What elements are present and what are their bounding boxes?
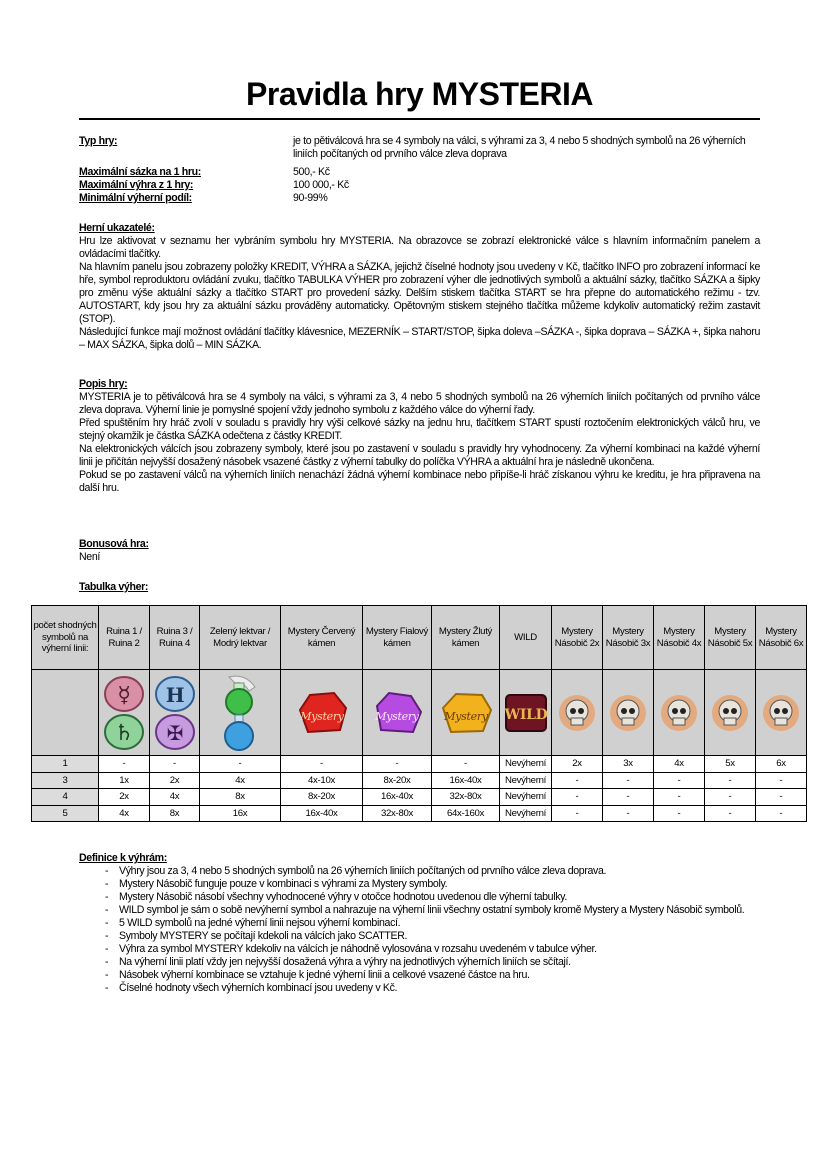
title-divider — [79, 118, 760, 120]
table-cell: Nevýherní — [500, 756, 552, 773]
table-cell: 16x-40x — [363, 789, 432, 806]
skull-multiplier-icon — [557, 693, 597, 733]
symbol-cell — [500, 670, 552, 756]
section-heading: Herní ukazatelé: — [79, 222, 155, 234]
table-cell: 8x-20x — [281, 789, 363, 806]
symbol-cell — [603, 670, 654, 756]
symbol-cell — [150, 670, 200, 756]
paragraph: Hru lze aktivovat v seznamu her vybráním symbolu hry MYSTERIA. Na obrazovce se zobrazí elektronické válce s hlavním informačním panelem a ovládacími tlačítky. — [79, 235, 760, 260]
table-header-row — [32, 606, 807, 670]
skull-multiplier-icon — [710, 693, 750, 733]
symbol-image-row — [32, 670, 807, 756]
table-row — [32, 756, 807, 773]
section-heading: Bonusová hra: — [79, 538, 149, 550]
list-item: - Mystery Násobič funguje pouze v kombinaci s výhrami za Mystery symboly. — [79, 878, 779, 891]
header-cell: Mystery Násobič 5x — [705, 606, 756, 670]
header-cell: Zelený lektvar / Modrý lektvar — [200, 606, 281, 670]
section-heading: Definice k výhrám: — [79, 852, 167, 864]
list-item: - Symboly MYSTERY se počítají kdekoli na válcích jako SCATTER. — [79, 930, 779, 943]
skull-multiplier-icon — [608, 693, 648, 733]
header-cell: Mystery Násobič 3x — [603, 606, 654, 670]
list-item: - Mystery Násobič násobí všechny vyhodnocené výhry v otočce hodnotou uvedenou dle výherní tabulky. — [79, 891, 779, 904]
table-heading — [79, 581, 760, 594]
mystery-stone-label: Mystery — [443, 709, 488, 723]
table-cell: 8x — [200, 789, 281, 806]
header-cell: Ruina 1 / Ruina 2 — [99, 606, 150, 670]
table-cell: - — [654, 805, 705, 822]
table-cell: - — [705, 805, 756, 822]
indicators-section — [79, 222, 760, 352]
table-cell: - — [552, 805, 603, 822]
table-cell: 1x — [99, 772, 150, 789]
list-item: - 5 WILD symbolů na jedné výherní linii nejsou výherní kombinací. — [79, 917, 779, 930]
info-value: 90-99% — [293, 192, 328, 204]
mystery-stone-label: Mystery — [375, 709, 419, 723]
header-cell: počet shodných symbolů na výherní linii: — [32, 606, 99, 670]
info-label: Typ hry: — [79, 135, 118, 147]
table-row — [32, 805, 807, 822]
paragraph: Pokud se po zastavení válců na výherních liniích nenachází žádná výherní kombinace nebo připíše-li hráč získanou výhru ke kreditu, je hra připravena na další hru. — [79, 469, 760, 494]
list-item: - Na výherní linii platí vždy jen nejvyšší dosažená výhra a výhry na jednotlivých výherních liniích se sčítají. — [79, 956, 779, 969]
header-cell: Mystery Násobič 2x — [552, 606, 603, 670]
table-cell: 16x-40x — [281, 805, 363, 822]
table-cell: 4x — [654, 756, 705, 773]
table-cell: 5 — [32, 805, 99, 822]
table-cell: 1 — [32, 756, 99, 773]
table-cell: - — [363, 756, 432, 773]
table-cell: 4x-10x — [281, 772, 363, 789]
list-item: - Násobek výherní kombinace se vztahuje k jedné výherní linii a celkové vsazené částce na hru. — [79, 969, 779, 982]
info-row-max-win — [79, 179, 760, 192]
svg-text:✠: ✠ — [166, 720, 183, 745]
info-value: 500,- Kč — [293, 166, 330, 178]
table-cell: 4 — [32, 789, 99, 806]
mystery-stone-label: Mystery — [299, 709, 344, 723]
symbol-cell — [99, 670, 150, 756]
svg-text:♄: ♄ — [114, 720, 134, 746]
table-cell: - — [705, 772, 756, 789]
table-cell: Nevýherní — [500, 789, 552, 806]
paragraph: MYSTERIA je to pětiválcová hra se 4 symboly na válci, s výhrami za 3, 4 nebo 5 shodných symbolů na 26 výherních liniích počítaných od prvního válce zleva doprava. Výherní linie je pomyslné spojení vždy jednoho symbolu z každého válce do výherní řady. — [79, 391, 760, 416]
page-title: Pravidla hry MYSTERIA — [246, 76, 593, 112]
table-cell: 2x — [552, 756, 603, 773]
table-cell: - — [200, 756, 281, 773]
skull-multiplier-icon — [761, 693, 801, 733]
game-info — [79, 135, 760, 205]
bonus-section — [79, 538, 760, 564]
table-cell: 5x — [705, 756, 756, 773]
table-cell: - — [756, 789, 807, 806]
table-cell: 2x — [150, 772, 200, 789]
list-item: - Výhra za symbol MYSTERY kdekoliv na válcích je náhodně vylosována v rozsahu uvedeném v tabulce výher. — [79, 943, 779, 956]
wild-label: WILD — [503, 706, 548, 723]
symbol-cell — [705, 670, 756, 756]
info-value: 100 000,- Kč — [293, 179, 349, 191]
table-cell: - — [603, 772, 654, 789]
empty-cell — [32, 670, 99, 756]
table-cell: 3 — [32, 772, 99, 789]
symbol-cell — [654, 670, 705, 756]
table-cell: 6x — [756, 756, 807, 773]
info-label: Maximální sázka na 1 hru: — [79, 166, 201, 178]
list-item: - Číselné hodnoty všech výherních kombinací jsou uvedeny v Kč. — [79, 982, 779, 995]
header-cell: WILD — [500, 606, 552, 670]
header-cell: Mystery Žlutý kámen — [432, 606, 500, 670]
table-cell: 4x — [150, 789, 200, 806]
symbol-cell — [281, 670, 363, 756]
header-cell: Mystery Násobič 4x — [654, 606, 705, 670]
table-cell: 16x-40x — [432, 772, 500, 789]
table-cell: 64x-160x — [432, 805, 500, 822]
table-cell: 4x — [200, 772, 281, 789]
table-cell: Nevýherní — [500, 772, 552, 789]
potion-bottles-icon — [215, 673, 265, 753]
section-heading: Tabulka výher: — [79, 581, 149, 593]
skull-multiplier-icon — [659, 693, 699, 733]
red-stone-icon — [294, 690, 350, 736]
table-row — [32, 772, 807, 789]
symbol-cell — [363, 670, 432, 756]
svg-text:H: H — [165, 682, 184, 707]
info-row-min-payout — [79, 192, 760, 205]
info-value: je to pětiválcová hra se 4 symboly na válci, s výhrami za 3, 4 nebo 5 shodných symbolů na 26 výherních liniích počítaných od prvního válce zleva doprava — [293, 135, 746, 160]
description-section — [79, 378, 760, 495]
wild-icon — [504, 693, 548, 733]
table-cell: - — [432, 756, 500, 773]
table-cell: - — [150, 756, 200, 773]
table-cell: 8x-20x — [363, 772, 432, 789]
table-cell: 8x — [150, 805, 200, 822]
section-heading: Popis hry: — [79, 378, 128, 390]
table-cell: - — [756, 805, 807, 822]
table-cell: 3x — [603, 756, 654, 773]
symbol-cell — [552, 670, 603, 756]
header-cell: Ruina 3 / Ruina 4 — [150, 606, 200, 670]
ruin-stone-cross-icon — [153, 675, 197, 751]
yellow-stone-icon — [438, 690, 494, 736]
symbol-cell — [432, 670, 500, 756]
table-row — [32, 789, 807, 806]
bonus-text: Není — [79, 551, 100, 563]
svg-text:☿: ☿ — [117, 682, 131, 708]
table-cell: - — [654, 772, 705, 789]
definitions-list — [79, 865, 779, 995]
table-cell: - — [99, 756, 150, 773]
paragraph: Následující funkce mají možnost ovládání tlačítky klávesnice, MEZERNÍK – START/STOP, šipka doleva –SÁZKA -, šipka doprava – SÁZKA +, šipka nahoru – MAX SÁZKA, šipka dolů – MIN SÁZKA. — [79, 326, 760, 351]
table-cell: - — [654, 789, 705, 806]
paragraph: Na hlavním panelu jsou zobrazeny položky KREDIT, VÝHRA a SÁZKA, jejichž číselné hodnoty jsou uvedeny v Kč, tlačítko INFO pro zobrazení informací ke hře, symbol reproduktoru ovládání zvuku, tlačítko TABULKA VÝHER pro zobrazení výher dle jednotlivých symbolů a aktuální sázky, tlačítko SÁZKA a šipky pro změnu výše aktuální sázky a tlačítko START pro provedení sázky. Delším stiskem tlačítka START se hra přepne do automatického režimu - tzv. AUTOSTART, kdy jsou hry za aktuální sázku prováděny automaticky. Opětovným stiskem stejného tlačítka můžeme kdykoliv automatický režim zastavit (STOP). — [79, 261, 760, 325]
list-item: - WILD symbol je sám o sobě nevýherní symbol a nahrazuje na výherní linii všechny ostatní symboly kromě Mystery a Mystery Násobič symbolů. — [79, 904, 779, 917]
table-cell: 4x — [99, 805, 150, 822]
table-cell: - — [603, 805, 654, 822]
info-row-max-bet — [79, 166, 760, 179]
purple-stone-icon — [369, 690, 425, 736]
info-label: Maximální výhra z 1 hry: — [79, 179, 194, 191]
payout-table — [31, 605, 807, 822]
definitions-section — [79, 852, 779, 995]
symbol-cell — [756, 670, 807, 756]
symbol-cell — [200, 670, 281, 756]
table-cell: - — [552, 789, 603, 806]
table-cell: - — [281, 756, 363, 773]
header-cell: Mystery Fialový kámen — [363, 606, 432, 670]
table-cell: 16x — [200, 805, 281, 822]
header-cell: Mystery Červený kámen — [281, 606, 363, 670]
table-cell: Nevýherní — [500, 805, 552, 822]
info-label: Minimální výherní podíl: — [79, 192, 192, 204]
table-cell: - — [756, 772, 807, 789]
header-cell: Mystery Násobič 6x — [756, 606, 807, 670]
info-row-type — [79, 135, 760, 161]
table-cell: - — [705, 789, 756, 806]
table-cell: 32x-80x — [432, 789, 500, 806]
table-cell: - — [603, 789, 654, 806]
table-cell: - — [552, 772, 603, 789]
table-cell: 32x-80x — [363, 805, 432, 822]
table-cell: 2x — [99, 789, 150, 806]
paragraph: Před spuštěním hry hráč zvolí v souladu s pravidly hry výši celkové sázky na jednu hru, tlačítkem START spustí roztočením elektronických válců hru, ve stejný okamžik je částka SÁZKA odečtena z částky KREDIT. — [79, 417, 760, 442]
paragraph: Na elektronických válcích jsou zobrazeny symboly, které jsou po zastavení v souladu s pravidly hry vyhodnoceny. Za výherní kombinaci na každé výherní linii je přičítán nejvyšší dosažený násobek vsazené částky z výherní tabulky do políčka VÝHRA a aktuální hra je následně ukončena. — [79, 443, 760, 468]
list-item: - Výhry jsou za 3, 4 nebo 5 shodných symbolů na 26 výherních liniích počítaných od prvního válce zleva doprava. — [79, 865, 779, 878]
ruin-stone-mercury-icon — [102, 675, 146, 751]
